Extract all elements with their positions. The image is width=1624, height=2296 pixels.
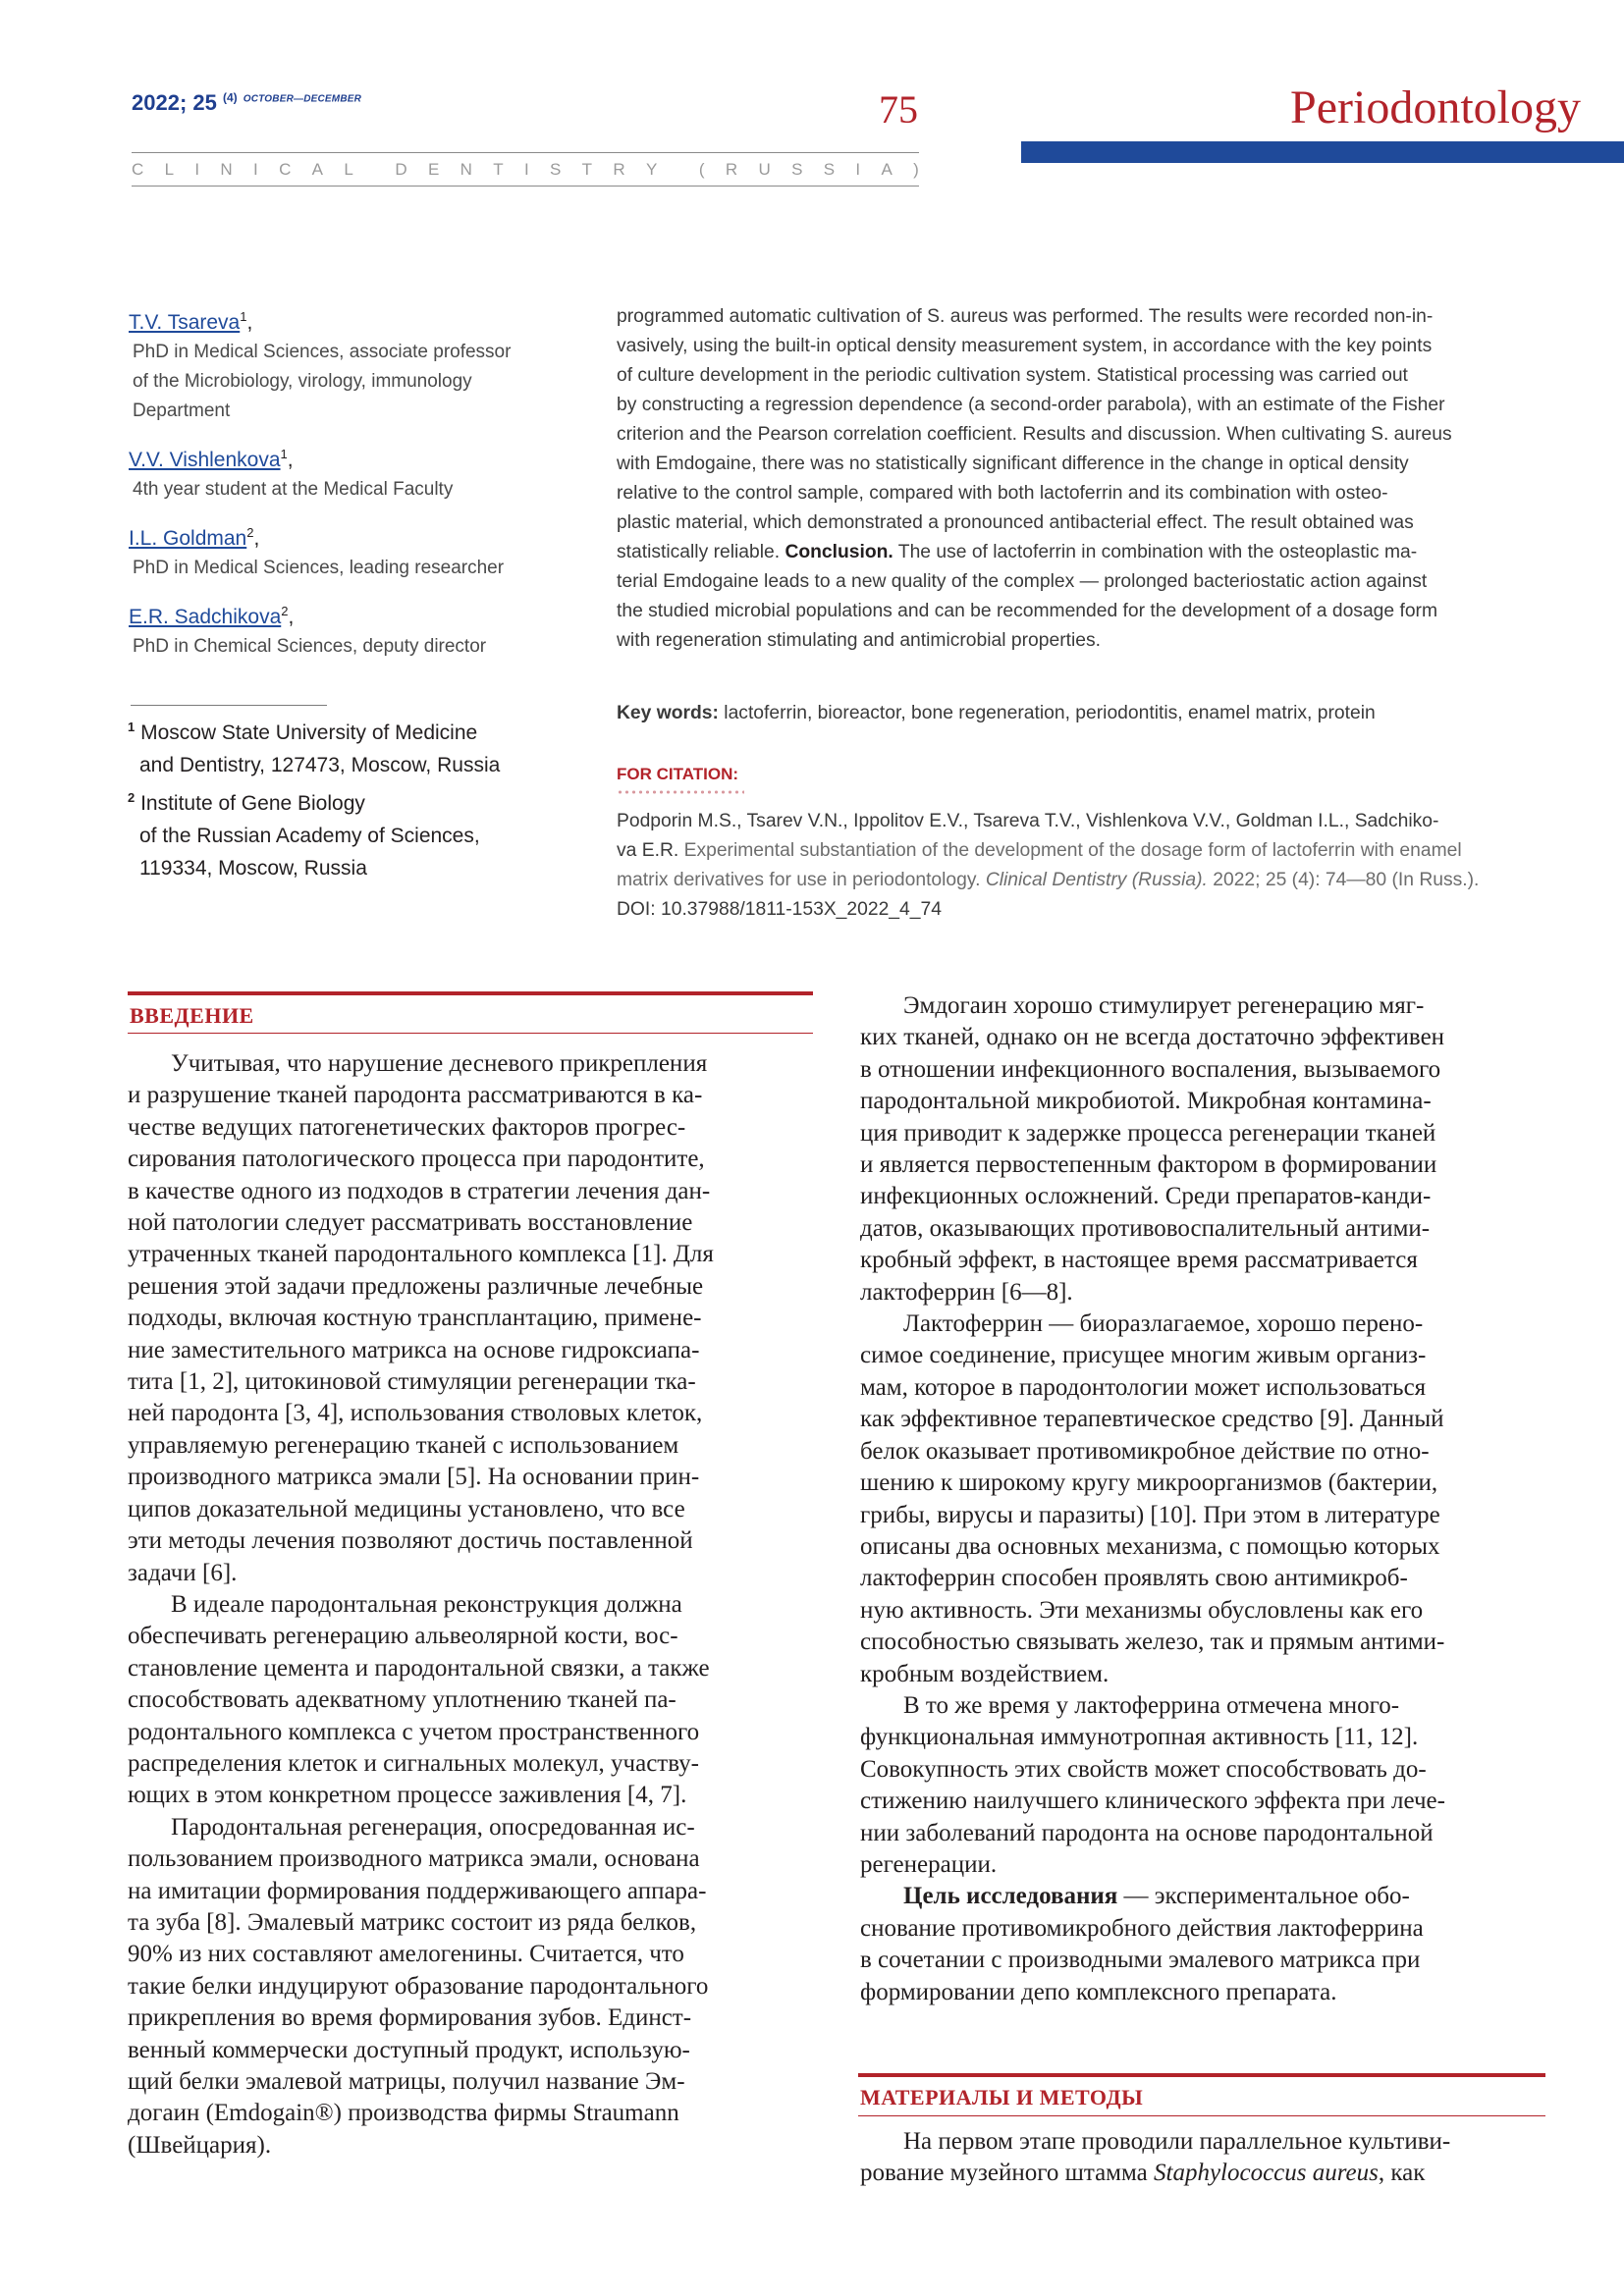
citation-line: Podporin M.S., Tsarev V.N., Ippolitov E.V., Tsareva T.V., Vishlenkova V.V., Goldman I.L., Sadchiko- [617, 811, 1439, 831]
journal-letter: R [613, 160, 625, 179]
text: симое соединение, присущее многим живым организ- [860, 1342, 1427, 1369]
affiliation-entry [128, 711, 560, 781]
abstract-line: relative to the control sample, compared with both lactoferrin and its combination with osteo- [617, 483, 1388, 504]
journal-letter: L [344, 160, 353, 179]
text: как эффективное терапевтическое средство [9]. Данный [860, 1406, 1444, 1433]
paragraph-line [860, 1404, 1547, 1435]
text: способствовать адекватному уплотнению тканей па- [128, 1686, 677, 1714]
abstract-line: with Emdogaine, there was no statistically significant difference in the change in optical density [617, 454, 1409, 474]
author-description: 4th year student at the Medical Faculty [133, 479, 454, 500]
section-color-bar [1021, 141, 1624, 163]
author-name-link[interactable]: E.R. Sadchikova [129, 606, 282, 628]
text: становление цемента и пародонтальной связки, а также [128, 1654, 710, 1682]
text: на имитации формирования поддерживающего аппара- [128, 1877, 707, 1904]
methods-heading-underline [858, 2115, 1545, 2116]
text: ной патологии следует рассматривать восстановление [128, 1209, 693, 1237]
text: Учитывая, что нарушение десневого прикрепления [171, 1050, 708, 1077]
text: подходы, включая костную трансплантацию, примене- [128, 1305, 702, 1332]
journal-letter: I [855, 160, 861, 179]
italic-term: Staphylococcus aureus [1154, 2160, 1379, 2187]
abstract-text: statistically reliable. [617, 542, 785, 562]
paragraph-line [128, 1144, 815, 1175]
journal-letter: I [523, 160, 529, 179]
author-comma: , [288, 606, 295, 628]
paragraph-line [128, 1621, 815, 1652]
paragraph-line [128, 1971, 815, 2002]
abstract-line [617, 538, 1543, 567]
journal-letter: Y [645, 160, 658, 179]
text: Пародонтальная регенерация, опосредованная ис- [171, 1813, 695, 1841]
paragraph-line [128, 1653, 815, 1684]
text: сирования патологического процесса при пародонтите, [128, 1146, 705, 1173]
paragraph-line [860, 1563, 1547, 1594]
text: (Швейцария). [128, 2131, 272, 2159]
text: ципов доказательной медицины установлено, что все [128, 1495, 685, 1522]
paragraph-line [128, 1494, 815, 1525]
text: грибы, вирусы и паразиты) [10]. При этом в литературе [860, 1501, 1440, 1528]
author-affiliation-mark: 1 [280, 447, 288, 461]
text: Лактоферрин — биоразлагаемое, хорошо перено- [903, 1310, 1424, 1338]
abstract-line: plastic material, which demonstrated a pronounced antibacterial effect. The result obtained was [617, 512, 1414, 533]
methods-heading-rule [858, 2073, 1545, 2077]
journal-letter: ) [913, 160, 919, 179]
paragraph-line [128, 1176, 815, 1207]
journal-letter: C [279, 160, 292, 179]
issue-number: (4) [222, 90, 238, 105]
author-comma: , [253, 527, 260, 550]
text: производного матрикса эмали [5]. На основании прин- [128, 1464, 700, 1491]
intro-heading-underline [128, 1033, 813, 1034]
text: пародонтальной микробиотой. Микробная контамина- [860, 1088, 1432, 1115]
paragraph-line [128, 1112, 815, 1144]
text: честве ведущих патогенетических факторов прогрес- [128, 1113, 686, 1141]
paragraph-line [860, 1818, 1547, 1849]
text: В идеале пародонтальная реконструкция должна [171, 1590, 682, 1618]
journal-letter: D [395, 160, 407, 179]
text: инфекционных осложнений. Среди препаратов-канди- [860, 1183, 1432, 1210]
text: ких тканей, однако он не всегда достаточно эффективен [860, 1024, 1445, 1051]
paragraph-line [860, 1340, 1547, 1371]
author-name-link[interactable]: I.L. Goldman [129, 527, 247, 550]
journal-letter: S [823, 160, 836, 179]
paragraph-line [860, 1500, 1547, 1531]
text: кробным воздействием. [860, 1660, 1110, 1687]
paragraph-line [128, 1430, 815, 1462]
abstract-line: the studied microbial populations and can be recommended for the development of a dosage form [617, 601, 1438, 621]
paragraph-line [860, 1722, 1547, 1753]
author-entry [129, 440, 561, 505]
paragraph-line [128, 1048, 815, 1080]
paragraph-line [860, 1690, 1547, 1722]
author-entry [129, 302, 561, 426]
affiliation-line: of the Russian Academy of Sciences, [139, 825, 480, 847]
text: лактоферрин [6—8]. [860, 1278, 1073, 1306]
paragraph-line [128, 1843, 815, 1875]
author-name-link[interactable]: T.V. Tsareva [129, 311, 241, 334]
author-entry [129, 597, 561, 662]
text: управляемую регенерацию тканей с использованием [128, 1431, 679, 1459]
paragraph-line [128, 1366, 815, 1398]
author-affiliation-mark: 2 [246, 525, 254, 540]
keywords-label: Key words: [617, 703, 719, 723]
paragraph-line [860, 2158, 1547, 2189]
affiliation-text: Institute of Gene Biology [140, 792, 365, 815]
abstract-line: of culture development in the periodic cultivation system. Statistical processing was carried out [617, 365, 1408, 386]
text: способностью связывать железо, так и прямым антими- [860, 1629, 1445, 1656]
journal-letter: N [460, 160, 472, 179]
paragraph-line [860, 1308, 1547, 1340]
journal-letter: N [220, 160, 233, 179]
author-entry [129, 518, 561, 583]
paragraph-line [128, 1271, 815, 1303]
text: задачи [6]. [128, 1559, 238, 1586]
journal-letter: A [311, 160, 323, 179]
text: ние заместительного матрикса на основе гидроксиапа- [128, 1336, 700, 1363]
paragraph-line [128, 1812, 815, 1843]
citation-journal: Clinical Dentistry (Russia). [985, 870, 1208, 890]
paragraph-line [128, 1239, 815, 1270]
paragraph-line [128, 1748, 815, 1780]
paragraph-line [128, 2130, 815, 2162]
text: венный коммерчески доступный продукт, использую- [128, 2036, 690, 2063]
text: и является первостепенным фактором в формировании [860, 1151, 1437, 1179]
citation-doi: DOI: 10.37988/1811-153X_2022_4_74 [617, 899, 942, 920]
text: белок оказывает противомикробное действие по отно- [860, 1437, 1430, 1465]
author-list [129, 302, 561, 675]
journal-name [132, 160, 919, 180]
text: кробный эффект, в настоящее время рассматривается [860, 1247, 1418, 1274]
citation-dots [617, 790, 744, 794]
journal-letter: R [725, 160, 738, 179]
paragraph-line [128, 1558, 815, 1589]
author-name-row [129, 518, 561, 554]
affiliation-entry [128, 781, 560, 884]
paragraph-line [128, 1780, 815, 1811]
paragraph-line [860, 1531, 1547, 1563]
intro-heading-rule [128, 991, 813, 995]
text: формировании депо комплексного препарата. [860, 1978, 1337, 2005]
header-rule-bottom [132, 186, 919, 187]
journal-letter: T [493, 160, 504, 179]
journal-letter: C [132, 160, 144, 179]
affiliation-line: and Dentistry, 127473, Moscow, Russia [139, 754, 501, 776]
abstract-line: programmed automatic cultivation of S. aureus was performed. The results were recorded non-in- [617, 306, 1434, 327]
affiliation-line [128, 781, 560, 820]
issue-info [132, 90, 361, 116]
intro-heading: ВВЕДЕНИЕ [130, 1003, 254, 1028]
text: лактоферрин способен проявлять свою антимикроб- [860, 1565, 1408, 1592]
text: щий белки эмалевой матрицы, получил название Эм- [128, 2068, 685, 2095]
text: обеспечивать регенерацию альвеолярной кости, вос- [128, 1623, 678, 1650]
text: и разрушение тканей пародонта рассматриваются в ка- [128, 1082, 703, 1109]
paragraph-line [860, 1022, 1547, 1053]
keywords [617, 699, 1543, 728]
paragraph-line [128, 1303, 815, 1334]
paragraph-line [860, 1086, 1547, 1117]
paragraph-line [128, 1207, 815, 1239]
abstract-line: with regeneration stimulating and antimicrobial properties. [617, 630, 1101, 651]
text: регенерации. [860, 1850, 998, 1878]
text: функциональная иммунотропная активность [11, 12]. [860, 1724, 1419, 1751]
paragraph-line [860, 1213, 1547, 1245]
paragraph-line [860, 1054, 1547, 1086]
methods-heading: МАТЕРИАЛЫ И МЕТОДЫ [860, 2085, 1144, 2109]
citation [617, 807, 1543, 925]
text: тита [1, 2], цитокиновой стимуляции регенерации тка- [128, 1368, 696, 1396]
paragraph-line [860, 1659, 1547, 1690]
paragraph-line [128, 1462, 815, 1493]
author-description: of the Microbiology, virology, immunology [133, 371, 472, 392]
paragraph-line [128, 2002, 815, 2034]
affiliation-rule [131, 705, 327, 706]
citation-authors-end: va E.R. [617, 840, 679, 861]
paragraph-line [128, 2098, 815, 2129]
text: ней пародонта [3, 4], использования стволовых клеток, [128, 1400, 703, 1427]
paragraph-line [860, 1849, 1547, 1881]
text: прикрепления во время формирования зубов. Единст- [128, 2004, 692, 2032]
paragraph-line [860, 1149, 1547, 1181]
conclusion-label: Conclusion. [785, 542, 893, 562]
paragraph-line [860, 1245, 1547, 1276]
paragraph-line [860, 1181, 1547, 1212]
paragraph-line [860, 1118, 1547, 1149]
affiliation-mark: 2 [128, 790, 135, 805]
paragraph-line [128, 2035, 815, 2066]
paragraph-line [128, 1876, 815, 1907]
text: ция приводит к задержке процесса регенерации тканей [860, 1119, 1436, 1147]
citation-line [617, 866, 1543, 895]
section-title: Periodontology [1290, 81, 1581, 133]
abstract-text [617, 302, 1543, 656]
paragraph-line [128, 1907, 815, 1939]
journal-letter: U [758, 160, 771, 179]
intro-right-column [860, 990, 1547, 2008]
paragraph-line [128, 1589, 815, 1621]
text: — экспериментальное обо- [1117, 1883, 1410, 1910]
abstract-line: criterion and the Pearson correlation coefficient. Results and discussion. When cultivating S. aureus [617, 424, 1452, 445]
citation-line [617, 836, 1543, 866]
citation-title: Experimental substantiation of the development of the dosage form of lactoferrin with enamel [678, 840, 1462, 861]
author-description: PhD in Medical Sciences, associate professor [133, 342, 512, 362]
text: родонтального комплекса с учетом пространственного [128, 1718, 700, 1745]
affiliation-line [128, 711, 560, 749]
issue-year-volume: 2022; 25 [132, 90, 217, 115]
text: такие белки индуцируют образование пародонтального [128, 1972, 709, 2000]
text: Совокупность этих свойств может способствовать до- [860, 1755, 1427, 1783]
paragraph-line [860, 1468, 1547, 1499]
text: рование музейного штамма [860, 2160, 1154, 2187]
text: ную активность. Эти механизмы обусловлены как его [860, 1596, 1424, 1624]
journal-letter: E [428, 160, 440, 179]
abstract-text: The use of lactoferrin in combination with the osteoplastic ma- [893, 542, 1418, 562]
citation-title-end: matrix derivatives for use in periodontology. [617, 870, 986, 890]
paragraph-line [860, 990, 1547, 1022]
paragraph-line [860, 1945, 1547, 1976]
journal-letter: A [881, 160, 893, 179]
text: Эмдогаин хорошо стимулирует регенерацию мяг- [903, 992, 1425, 1019]
journal-letter: I [194, 160, 200, 179]
text: стижению наилучшего клинического эффекта при лече- [860, 1788, 1445, 1815]
page-number: 75 [879, 87, 918, 132]
methods-column [860, 2126, 1547, 2190]
text: пользованием производного матрикса эмали, основана [128, 1845, 700, 1873]
journal-letter: T [581, 160, 593, 179]
text: В то же время у лактоферрина отмечена много- [903, 1691, 1400, 1719]
journal-letter: ( [698, 160, 705, 179]
paragraph-line [860, 1977, 1547, 2008]
paragraph-line [860, 1595, 1547, 1627]
paragraph-line [128, 1525, 815, 1557]
text: в качестве одного из подходов в стратегии лечения дан- [128, 1177, 711, 1204]
paragraph-line [128, 1335, 815, 1366]
paragraph-line [860, 1786, 1547, 1817]
paragraph-line [860, 2126, 1547, 2158]
text: нии заболеваний пародонта на основе пародонтальной [860, 1819, 1434, 1846]
paragraph-line [128, 1684, 815, 1716]
abstract-line: vasively, using the built-in optical density measurement system, in accordance with the key points [617, 336, 1433, 356]
author-description: PhD in Medical Sciences, leading researcher [133, 558, 505, 578]
journal-letter: I [253, 160, 258, 179]
author-name-row [129, 440, 561, 475]
text: , как [1378, 2160, 1426, 2187]
text: мам, которое в пародонтологии может использоваться [860, 1373, 1427, 1401]
text: в сочетании с производными эмалевого матрикса при [860, 1947, 1421, 1974]
author-name-row [129, 302, 561, 338]
text: эти методы лечения позволяют достичь поставленной [128, 1527, 693, 1555]
text: распределения клеток и сигнальных молекул, участву- [128, 1749, 699, 1777]
affiliation-line: 119334, Moscow, Russia [139, 857, 367, 880]
text: в отношении инфекционного воспаления, вызываемого [860, 1055, 1441, 1083]
header-rule-top [132, 152, 919, 153]
author-description: Department [133, 400, 231, 421]
keywords-text: lactoferrin, bioreactor, bone regeneration, periodontitis, enamel matrix, protein [718, 703, 1376, 723]
paragraph-line [128, 1939, 815, 1970]
paragraph-line [860, 1277, 1547, 1308]
text: датов, оказывающих противовоспалительный антими- [860, 1214, 1431, 1242]
paragraph-line [860, 1627, 1547, 1658]
author-name-row [129, 597, 561, 632]
citation-heading: FOR CITATION: [617, 765, 739, 783]
issue-period: OCTOBER—DECEMBER [243, 93, 362, 105]
text: утраченных тканей пародонтального комплекса [1]. Для [128, 1241, 714, 1268]
paragraph-line [860, 1372, 1547, 1404]
text: описаны два основных механизма, с помощью которых [860, 1532, 1440, 1560]
text: догаин (Emdogain®) производства фирмы Straumann [128, 2100, 679, 2127]
author-description: PhD in Chemical Sciences, deputy director [133, 636, 487, 657]
paragraph-line [860, 1881, 1547, 1912]
paragraph-line [128, 1717, 815, 1748]
bold-lead: Цель исследования [903, 1883, 1118, 1910]
author-name-link[interactable]: V.V. Vishlenkova [129, 449, 281, 471]
journal-letter: S [791, 160, 803, 179]
author-affiliation-mark: 2 [281, 604, 289, 618]
abstract-line: by constructing a regression dependence (a second-order parabola), with an estimate of the Fisher [617, 395, 1445, 415]
affiliation-mark: 1 [128, 720, 135, 734]
affiliation-text: Moscow State University of Medicine [140, 721, 478, 744]
paragraph-line [128, 1398, 815, 1429]
paragraph-line [128, 2066, 815, 2098]
author-affiliation-mark: 1 [240, 309, 247, 324]
paragraph-line [860, 1436, 1547, 1468]
author-comma: , [246, 311, 253, 334]
text: На первом этапе проводили параллельное культиви- [903, 2128, 1451, 2155]
author-comma: , [287, 449, 294, 471]
paragraph-line [860, 1913, 1547, 1945]
text: 90% из них составляют амелогенины. Считается, что [128, 1941, 684, 1968]
text: решения этой задачи предложены различные лечебные [128, 1272, 704, 1300]
journal-letter: S [550, 160, 562, 179]
abstract-line: terial Emdogaine leads to a new quality of the complex — prolonged bacteriostatic action against [617, 571, 1428, 592]
intro-left-column [128, 1048, 815, 2162]
journal-letter: L [164, 160, 175, 179]
text: шению к широкому кругу микроорганизмов (бактерии, [860, 1469, 1438, 1497]
paragraph-line [860, 1754, 1547, 1786]
paragraph-line [128, 1080, 815, 1111]
citation-volume: 2022; 25 (4): 74—80 (In Russ.). [1207, 870, 1480, 890]
text: та зуба [8]. Эмалевый матрикс состоит из ряда белков, [128, 1908, 697, 1936]
text: снование противомикробного действия лактоферрина [860, 1914, 1424, 1942]
text: ющих в этом конкретном процессе заживления [4, 7]. [128, 1782, 687, 1809]
affiliation-list [128, 711, 560, 884]
